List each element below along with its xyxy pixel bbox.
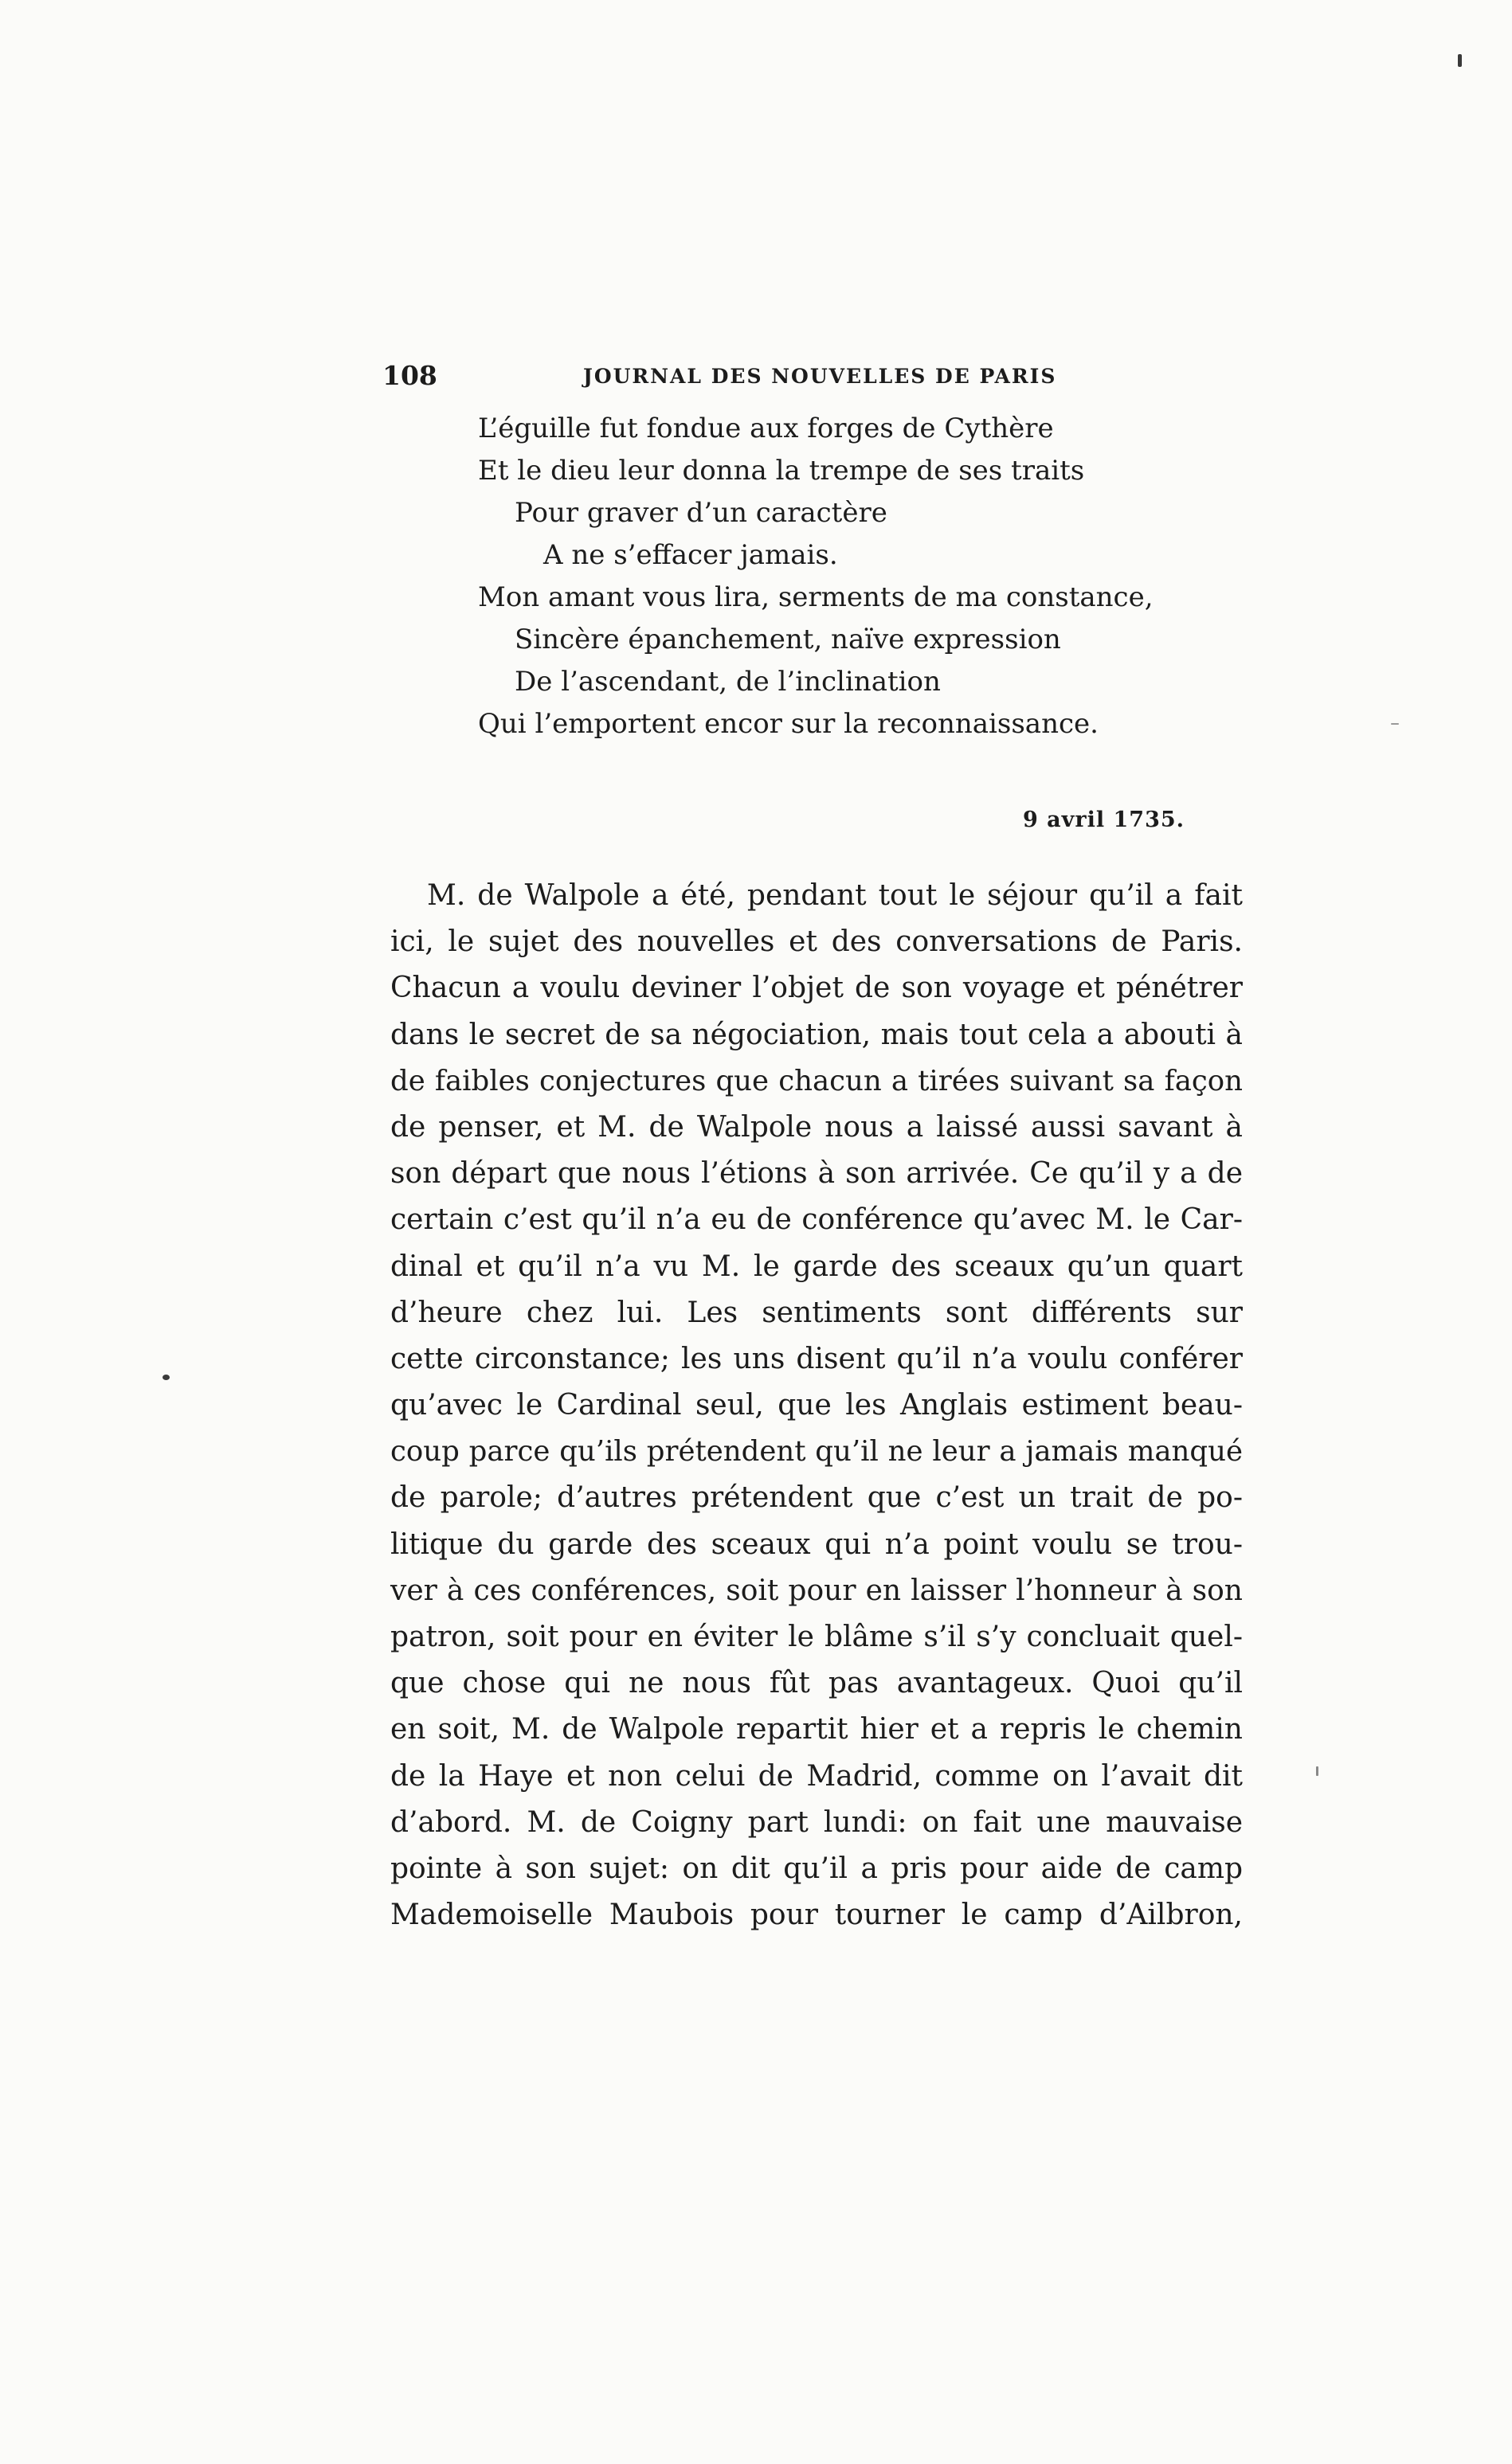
text-line: litique du garde des sceaux qui n’a point voulu se trou-	[390, 1527, 1243, 1561]
text-line: d’abord. M. de Coigny part lundi: on fait une mauvaise	[390, 1805, 1243, 1839]
text-line: ici, le sujet des nouvelles et des conversations de Paris.	[390, 925, 1243, 959]
text-line: coup parce qu’ils prétendent qu’il ne leur a jamais manqué	[390, 1435, 1243, 1469]
ink-speck	[163, 1375, 170, 1380]
ink-speck	[1391, 723, 1399, 725]
poem-line: L’éguille fut fondue aux forges de Cythère	[478, 413, 1054, 444]
poem-line: Qui l’emportent encor sur la reconnaissance.	[478, 708, 1099, 740]
text-line: M. de Walpole a été, pendant tout le séjour qu’il a fait	[427, 879, 1243, 912]
ink-speck	[1458, 54, 1462, 67]
text-line: patron, soit pour en éviter le blâme s’il s’y concluait quel-	[390, 1621, 1243, 1653]
page-header	[382, 360, 1265, 400]
text-line: cette circonstance; les uns disent qu’il n’a voulu conférer	[390, 1342, 1243, 1375]
text-line: d’heure chez lui. Les sentiments sont différents sur	[390, 1296, 1243, 1329]
poem-line: Mon amant vous lira, serments de ma constance,	[478, 581, 1154, 613]
poem-block	[478, 408, 1275, 745]
text-line: Mademoiselle Maubois pour tourner le camp d’Ailbron,	[390, 1899, 1243, 1932]
text-line: ver à ces conférences, soit pour en laisser l’honneur à son	[390, 1574, 1243, 1607]
text-line: de parole; d’autres prétendent que c’est un trait de po-	[390, 1481, 1243, 1515]
text-line: de faibles conjectures que chacun a tirées suivant sa façon	[390, 1064, 1243, 1097]
poem-line: Sincère épanchement, naïve expression	[515, 624, 1061, 655]
poem-line: A ne s’effacer jamais.	[543, 539, 838, 571]
text-line: que chose qui ne nous fût pas avantageux. Quoi qu’il	[390, 1667, 1243, 1700]
text-line: Chacun a voulu deviner l’objet de son voyage et pénétrer	[390, 972, 1243, 1005]
text-line: en soit, M. de Walpole repartit hier et a repris le chemin	[390, 1713, 1243, 1746]
ink-speck	[1316, 1766, 1318, 1776]
text-line: de la Haye et non celui de Madrid, comme on l’avait dit	[390, 1759, 1243, 1793]
page-number: 108	[382, 360, 437, 391]
text-line: dans le secret de sa négociation, mais tout cela a abouti à	[390, 1018, 1243, 1051]
text-line: son départ que nous l’étions à son arrivée. Ce qu’il y a de	[390, 1157, 1243, 1191]
poem-line: Pour graver d’un caractère	[515, 497, 887, 529]
dateline: 9 avril 1735.	[1023, 808, 1185, 832]
text-line: certain c’est qu’il n’a eu de conférence qu’avec M. le Car-	[390, 1203, 1243, 1237]
running-head: JOURNAL DES NOUVELLES DE PARIS	[583, 365, 1057, 388]
text-line: de penser, et M. de Walpole nous a laissé aussi savant à	[390, 1110, 1243, 1144]
poem-line: Et le dieu leur donna la trempe de ses traits	[478, 455, 1085, 487]
body-text	[390, 873, 1243, 1938]
text-line: pointe à son sujet: on dit qu’il a pris pour aide de camp	[390, 1852, 1243, 1885]
text-line: qu’avec le Cardinal seul, que les Anglais estiment beau-	[390, 1389, 1243, 1422]
poem-line: De l’ascendant, de l’inclination	[515, 666, 941, 698]
text-line: dinal et qu’il n’a vu M. le garde des sceaux qu’un quart	[390, 1250, 1243, 1283]
